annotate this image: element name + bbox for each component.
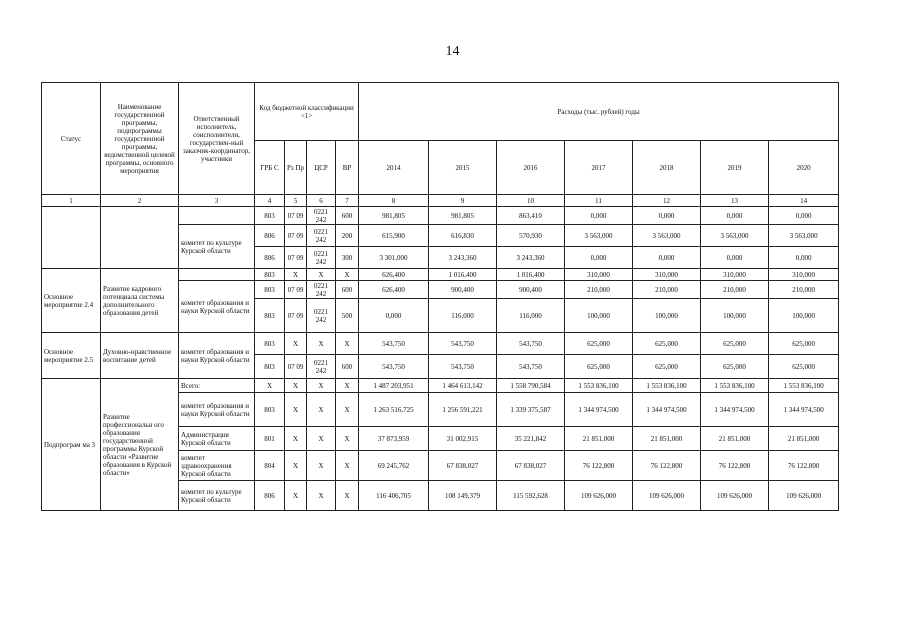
status-cell [42,207,101,269]
grbs-cell: 806 [255,481,285,511]
table-row [42,207,839,225]
column-number: 7 [336,195,359,207]
expense-value-cell: 310,000 [701,269,769,281]
executor-cell: комитет по культуре Курской области [179,225,255,269]
expense-value-cell: 100,000 [769,299,839,333]
expense-value-cell: 3 563,000 [701,225,769,247]
name-cell: Развитие кадрового потенциала системы дополнительного образования детей [101,269,179,333]
header-year: 2016 [497,141,565,195]
executor-cell: комитет образования и науки Курской области [179,333,255,379]
grbs-cell: 801 [255,427,285,451]
expense-value-cell: 21 851,000 [769,427,839,451]
table-row [42,269,839,281]
expense-value-cell: 116,000 [429,299,497,333]
expense-value-cell: 31 002,915 [429,427,497,451]
expense-value-cell: 3 243,360 [497,247,565,269]
rzpr-cell: 07 09 [285,281,307,299]
expense-value-cell: 0,000 [633,247,701,269]
csr-cell: Х [307,379,336,393]
status-cell: Подпрограм ма 3 [42,379,101,511]
grbs-cell: 806 [255,225,285,247]
expense-value-cell: 115 592,628 [497,481,565,511]
page-number: 14 [445,44,460,59]
header-name: Наименование государственной программы, подпрограммы государственной программы, ведомственной целевой программы, основного мероприятия [101,83,179,195]
expense-value-cell: 863,410 [497,207,565,225]
name-cell: Духовно-нравственное воспитание детей [101,333,179,379]
expense-value-cell: 3 243,360 [429,247,497,269]
rzpr-cell: 07 09 [285,355,307,379]
rzpr-cell: Х [285,269,307,281]
column-number: 2 [101,195,179,207]
expense-value-cell: 1 553 836,100 [701,379,769,393]
expense-value-cell: 543,750 [429,355,497,379]
executor-cell: комитет образования и науки Курской области [179,393,255,427]
column-number: 9 [429,195,497,207]
vr-cell: Х [336,379,359,393]
expense-value-cell: 1 344 974,500 [769,393,839,427]
expense-value-cell: 570,930 [497,225,565,247]
executor-cell: Всего: [179,379,255,393]
expense-value-cell: 310,000 [565,269,633,281]
executor-cell: комитет по культуре Курской области [179,481,255,511]
expense-value-cell: 310,000 [769,269,839,281]
expense-value-cell: 543,750 [497,333,565,355]
csr-cell: 0221 242 [307,281,336,299]
grbs-cell: 803 [255,207,285,225]
vr-cell: Х [336,269,359,281]
expense-value-cell: 0,000 [633,207,701,225]
header-budget-code: Код бюджетной классификации <1> [255,83,359,141]
expense-value-cell: 76 122,800 [701,451,769,481]
rzpr-cell: Х [285,427,307,451]
expense-value-cell: 0,000 [565,207,633,225]
expense-value-cell: 900,400 [429,281,497,299]
header-grbs: ГРБ С [255,141,285,195]
vr-cell: 300 [336,247,359,269]
table-row [42,333,839,355]
expense-value-cell: 21 851,000 [633,427,701,451]
expense-value-cell: 210,000 [565,281,633,299]
grbs-cell: 803 [255,393,285,427]
expense-value-cell: 0,000 [359,299,429,333]
executor-cell: Администрация Курской области [179,427,255,451]
expense-value-cell: 210,000 [701,281,769,299]
csr-cell: Х [307,393,336,427]
rzpr-cell: Х [285,393,307,427]
rzpr-cell: 07 09 [285,299,307,333]
expense-value-cell: 3 301,000 [359,247,429,269]
table-row [42,379,839,393]
expense-value-cell: 543,750 [359,355,429,379]
header-year: 2017 [565,141,633,195]
expense-value-cell: 543,750 [429,333,497,355]
vr-cell: 600 [336,281,359,299]
csr-cell: Х [307,451,336,481]
expense-value-cell: 210,000 [633,281,701,299]
expense-value-cell: 981,805 [429,207,497,225]
expense-value-cell: 1 344 974,500 [633,393,701,427]
header-executor: Ответственный исполнитель, соисполнители, государствен-ный заказчик-координатор, участники [179,83,255,195]
column-number: 1 [42,195,101,207]
expense-value-cell: 1 016,400 [497,269,565,281]
expense-value-cell: 21 851,000 [565,427,633,451]
expense-value-cell: 1 553 836,100 [769,379,839,393]
expense-value-cell: 625,000 [701,355,769,379]
expense-value-cell: 543,750 [497,355,565,379]
expense-value-cell: 625,000 [701,333,769,355]
name-cell: Развитие профессиональн ого образования государственной программы Курской области «Развитие образования в Курской области» [101,379,179,511]
expense-value-cell: 109 626,000 [565,481,633,511]
expense-value-cell: 1 344 974,500 [565,393,633,427]
executor-cell: комитет образования и науки Курской области [179,281,255,333]
expense-value-cell: 210,000 [769,281,839,299]
name-cell [101,207,179,269]
column-number: 12 [633,195,701,207]
header-csr: ЦСР [307,141,336,195]
csr-cell: Х [307,427,336,451]
vr-cell: Х [336,333,359,355]
rzpr-cell: Х [285,481,307,511]
executor-cell: комитет здравоохранения Курской области [179,451,255,481]
vr-cell: 500 [336,299,359,333]
expense-value-cell: 615,900 [359,225,429,247]
expense-value-cell: 1 487 203,951 [359,379,429,393]
expense-value-cell: 981,805 [359,207,429,225]
expense-value-cell: 543,750 [359,333,429,355]
expense-value-cell: 116 406,705 [359,481,429,511]
expense-value-cell: 1 256 591,221 [429,393,497,427]
rzpr-cell: Х [285,379,307,393]
expense-value-cell: 21 851,000 [701,427,769,451]
vr-cell: 600 [336,207,359,225]
header-year: 2015 [429,141,497,195]
expense-value-cell: 1 016,400 [429,269,497,281]
expense-value-cell: 76 122,800 [565,451,633,481]
grbs-cell: 806 [255,247,285,269]
column-number: 14 [769,195,839,207]
column-number-row [42,195,839,207]
header-year: 2020 [769,141,839,195]
expense-value-cell: 1 464 613,142 [429,379,497,393]
grbs-cell: 804 [255,451,285,481]
expense-value-cell: 616,830 [429,225,497,247]
expense-value-cell: 625,000 [769,355,839,379]
column-number: 3 [179,195,255,207]
vr-cell: Х [336,451,359,481]
expense-value-cell: 109 626,000 [633,481,701,511]
expense-value-cell: 100,000 [565,299,633,333]
table-body [42,207,839,511]
expense-value-cell: 69 245,762 [359,451,429,481]
rzpr-cell: Х [285,451,307,481]
rzpr-cell: 07 09 [285,207,307,225]
csr-cell: 0221 242 [307,355,336,379]
expense-value-cell: 0,000 [701,247,769,269]
budget-table [41,82,839,511]
expense-value-cell: 67 838,027 [497,451,565,481]
expense-value-cell: 109 626,000 [701,481,769,511]
header-vr: ВР [336,141,359,195]
expense-value-cell: 625,000 [633,333,701,355]
expense-value-cell: 625,000 [769,333,839,355]
expense-value-cell: 0,000 [565,247,633,269]
expense-value-cell: 108 149,379 [429,481,497,511]
vr-cell: Х [336,393,359,427]
csr-cell: 0221 242 [307,299,336,333]
expense-value-cell: 37 873,959 [359,427,429,451]
expense-value-cell: 1 339 375,587 [497,393,565,427]
grbs-cell: 803 [255,333,285,355]
csr-cell: 0221 242 [307,247,336,269]
grbs-cell: Х [255,379,285,393]
csr-cell: 0221 242 [307,225,336,247]
column-number: 5 [285,195,307,207]
grbs-cell: 803 [255,269,285,281]
status-cell: Основное мероприятие 2.5 [42,333,101,379]
header-year: 2018 [633,141,701,195]
expense-value-cell: 100,000 [701,299,769,333]
header-expenses: Расходы (тыс. рублей) годы [359,83,839,141]
column-number: 8 [359,195,429,207]
csr-cell: Х [307,481,336,511]
column-number: 6 [307,195,336,207]
header-status: Статус [42,83,101,195]
expense-value-cell: 109 626,000 [769,481,839,511]
expense-value-cell: 310,000 [633,269,701,281]
column-number: 11 [565,195,633,207]
expense-value-cell: 626,400 [359,269,429,281]
expense-value-cell: 900,400 [497,281,565,299]
grbs-cell: 803 [255,281,285,299]
expense-value-cell: 1 263 516,725 [359,393,429,427]
header-year: 2014 [359,141,429,195]
expense-value-cell: 0,000 [769,207,839,225]
vr-cell: 200 [336,225,359,247]
expense-value-cell: 625,000 [633,355,701,379]
table-header [42,83,839,207]
csr-cell: 0221 242 [307,207,336,225]
executor-cell [179,207,255,225]
column-number: 13 [701,195,769,207]
status-cell: Основное мероприятие 2.4 [42,269,101,333]
expense-value-cell: 1 553 836,100 [565,379,633,393]
executor-cell [179,269,255,281]
expense-value-cell: 76 122,800 [633,451,701,481]
rzpr-cell: Х [285,333,307,355]
expense-value-cell: 1 344 974,500 [701,393,769,427]
expense-value-cell: 1 558 790,584 [497,379,565,393]
column-number: 10 [497,195,565,207]
expense-value-cell: 625,000 [565,333,633,355]
expense-value-cell: 116,000 [497,299,565,333]
header-year: 2019 [701,141,769,195]
expense-value-cell: 67 838,027 [429,451,497,481]
expense-value-cell: 3 563,000 [633,225,701,247]
expense-value-cell: 100,000 [633,299,701,333]
expense-value-cell: 35 221,842 [497,427,565,451]
expense-value-cell: 0,000 [701,207,769,225]
vr-cell: 600 [336,355,359,379]
expense-value-cell: 1 553 836,100 [633,379,701,393]
grbs-cell: 803 [255,355,285,379]
vr-cell: Х [336,481,359,511]
grbs-cell: 803 [255,299,285,333]
header-rzpr: Рз Пр [285,141,307,195]
expense-value-cell: 625,000 [565,355,633,379]
expense-value-cell: 0,000 [769,247,839,269]
expense-value-cell: 3 563,000 [769,225,839,247]
rzpr-cell: 07 09 [285,247,307,269]
csr-cell: Х [307,333,336,355]
rzpr-cell: 07 09 [285,225,307,247]
column-number: 4 [255,195,285,207]
expense-value-cell: 3 563,000 [565,225,633,247]
expense-value-cell: 76 122,800 [769,451,839,481]
csr-cell: Х [307,269,336,281]
expense-value-cell: 626,400 [359,281,429,299]
vr-cell: Х [336,427,359,451]
